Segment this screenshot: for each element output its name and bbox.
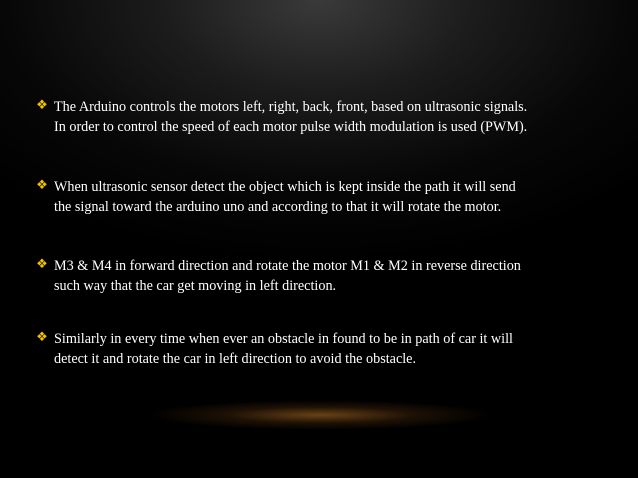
diamond-bullet-icon: ❖	[36, 257, 48, 272]
bullet-text: The Arduino controls the motors left, right, back, front, based on ultrasonic signals. In order to control the speed of each motor pulse width modulation is used (PWM).	[54, 99, 528, 135]
diamond-bullet-icon: ❖	[36, 330, 48, 345]
bullet-text: Similarly in every time when ever an obstacle in found to be in path of car it will detect it and rotate the car in left direction to avoid the obstacle.	[54, 331, 513, 367]
bullet-item-motor-direction	[34, 256, 604, 296]
bullet-text: When ultrasonic sensor detect the object which is kept inside the path it will send the signal toward the arduino uno and according to that it will rotate the motor.	[54, 179, 516, 215]
bullet-item-obstacle-avoidance	[34, 329, 604, 369]
bullet-text: M3 & M4 in forward direction and rotate the motor M1 & M2 in reverse direction such way that the car get moving in left direction.	[54, 258, 521, 294]
diamond-bullet-icon: ❖	[36, 98, 48, 113]
bullet-item-ultrasonic-sensor	[34, 177, 604, 217]
diamond-bullet-icon: ❖	[36, 178, 48, 193]
bullet-item-arduino-controls	[34, 97, 604, 137]
